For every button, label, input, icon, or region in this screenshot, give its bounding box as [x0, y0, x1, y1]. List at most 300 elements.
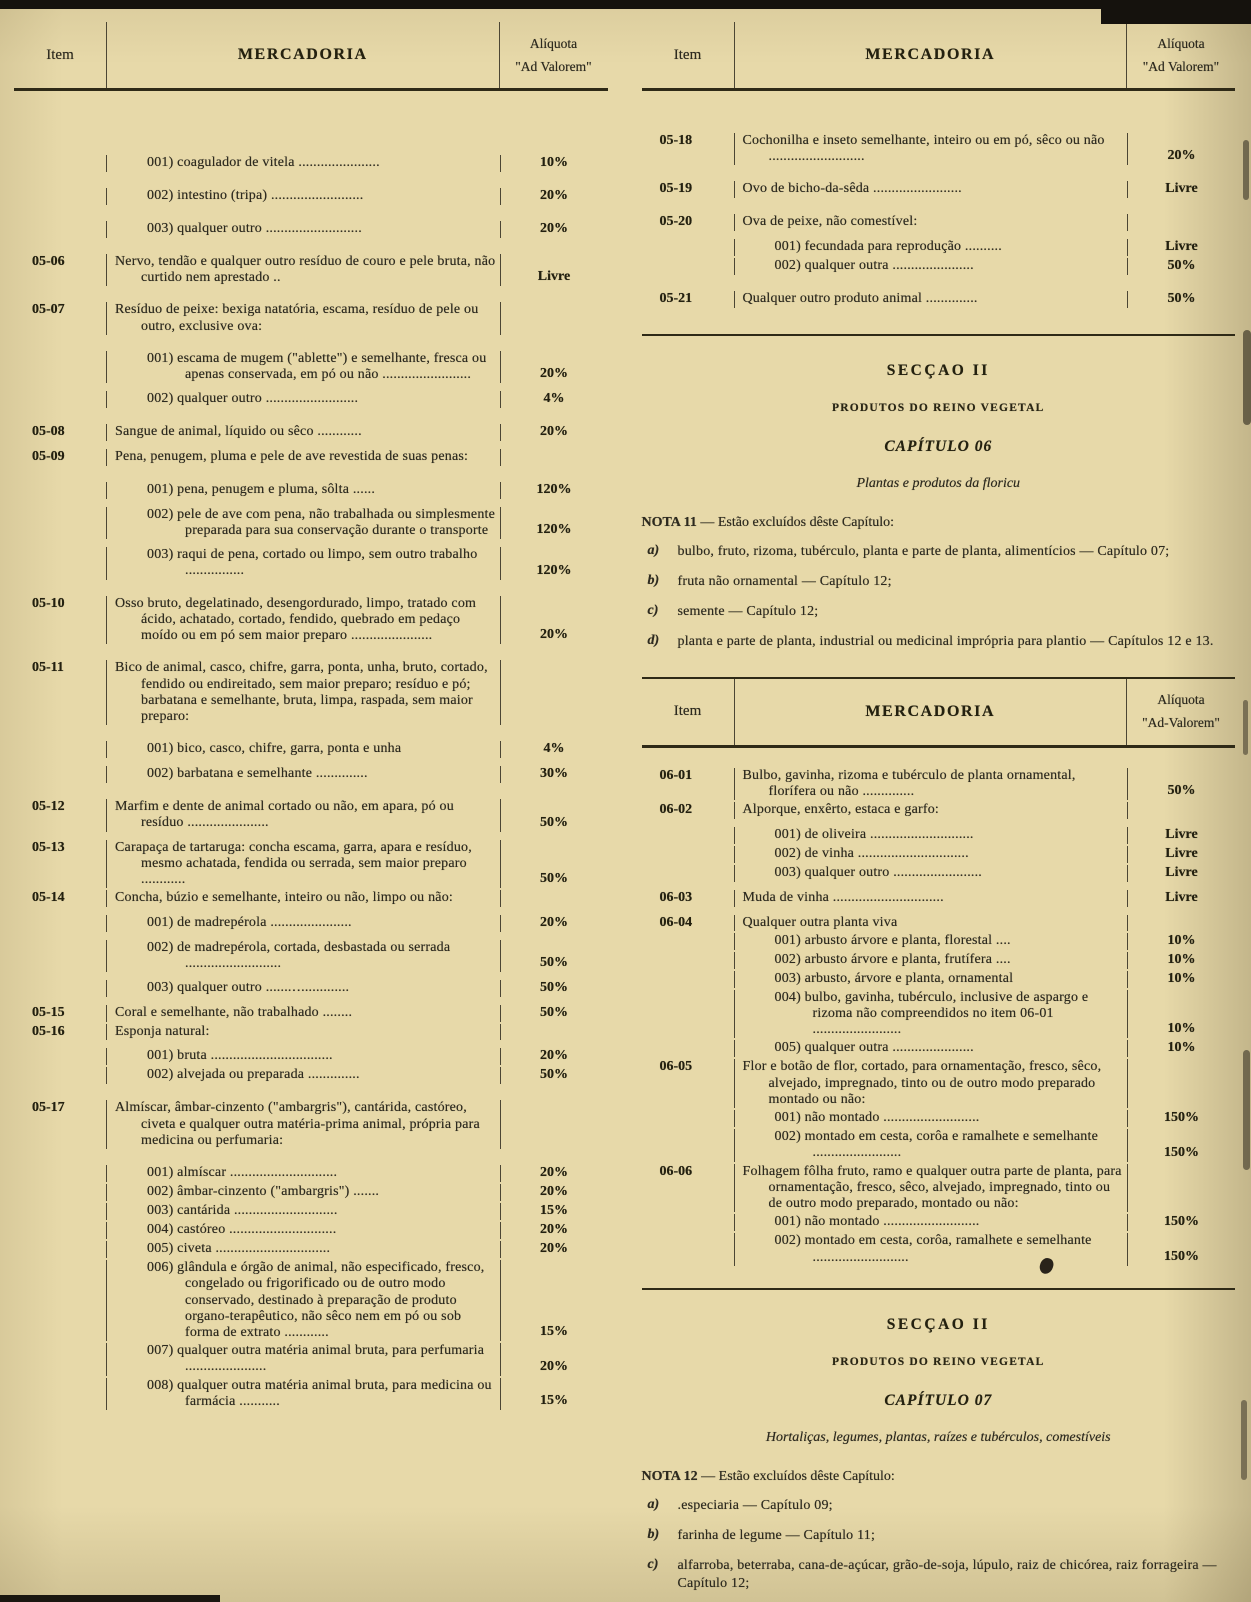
table-row	[14, 1222, 608, 1239]
rate-value: 10%	[1127, 990, 1235, 1039]
table-row	[14, 449, 608, 465]
rate-value	[1127, 214, 1235, 230]
table-row	[642, 1040, 1236, 1057]
rate-value: 50%	[500, 799, 608, 831]
item-code	[14, 1260, 106, 1341]
item-code	[14, 1222, 106, 1239]
rate-value: 50%	[1127, 768, 1235, 800]
rate-value: 10%	[500, 155, 608, 172]
rate-value: 20%	[500, 188, 608, 205]
capitulo-title: CAPÍTULO 06	[884, 437, 993, 455]
rate-value: 150%	[1127, 1214, 1235, 1231]
rate-value	[1127, 1059, 1235, 1108]
rate-value: 20%	[500, 1343, 608, 1375]
merchandise-text: Qualquer outra planta viva	[742, 914, 898, 930]
rate-value: 20%	[1127, 133, 1235, 165]
item-code	[14, 1184, 106, 1201]
item-code: 06-02	[659, 802, 693, 818]
merchandise-text: 001) de madrepérola ......................	[147, 914, 352, 930]
table-row	[14, 799, 608, 831]
merchandise-text: 001) não montado ..........................	[774, 1214, 980, 1230]
table-row	[14, 188, 608, 205]
rate-value: 150%	[1127, 1110, 1235, 1127]
note-item-tag: b)	[647, 1527, 660, 1543]
item-code: 05-12	[32, 799, 65, 815]
rate-value	[500, 302, 608, 334]
item-code: 05-19	[659, 181, 693, 197]
item-code	[14, 1378, 106, 1410]
item-code: 05-14	[32, 890, 65, 906]
table-row	[14, 1100, 608, 1149]
note-item	[642, 1497, 1236, 1515]
merchandise-cell	[734, 768, 1128, 800]
merchandise-text: 001) almíscar .............................	[147, 1165, 338, 1181]
merchandise-text: 002) âmbar-cinzento ("ambargris") .......	[147, 1184, 380, 1200]
rate-value: 10%	[1127, 933, 1235, 950]
merchandise-text: Marfim e dente de animal cortado ou não, em apara, pó ou resíduo ......................	[115, 799, 454, 831]
item-code: 06-01	[659, 767, 693, 783]
table-row	[642, 915, 1236, 931]
merchandise-cell	[106, 840, 500, 889]
merchandise-text: 002) qualquer outro .........................	[147, 391, 359, 407]
note-item-tag: c)	[647, 1557, 659, 1573]
header-item-label: Item	[673, 703, 702, 720]
nota-12-block	[642, 1468, 1236, 1593]
item-code	[14, 351, 106, 383]
merchandise-cell	[734, 971, 1128, 988]
item-code	[14, 766, 106, 783]
item-code	[14, 391, 106, 408]
merchandise-text: Concha, búzio e semelhante, inteiro ou não, limpo ou não:	[115, 890, 453, 906]
right-column	[642, 22, 1236, 1593]
merchandise-cell	[734, 214, 1128, 230]
rate-value: 20%	[500, 1165, 608, 1182]
item-code: 05-07	[32, 302, 65, 318]
merchandise-text: 001) não montado ..........................	[774, 1110, 980, 1126]
merchandise-cell	[106, 1241, 500, 1258]
merchandise-text: Coral e semelhante, não trabalhado ........	[115, 1005, 353, 1021]
item-code	[14, 940, 106, 972]
merchandise-text: 001) escama de mugem ("ablette") e semelhante, fresca ou apenas conservada, em pó ou não ........................	[147, 350, 487, 383]
merchandise-text: 002) pele de ave com pena, não trabalhada ou simplesmente preparada para sua conservação durante o transporte	[147, 506, 496, 538]
table-row	[14, 221, 608, 238]
merchandise-cell	[734, 890, 1128, 907]
merchandise-text: Carapaça de tartaruga: concha escama, garra, apara e resíduo, mesmo achatada, fendida ou serrada, sem maior preparo ............	[115, 839, 472, 888]
table-row	[642, 1214, 1236, 1231]
item-code	[14, 547, 106, 579]
reino-subtitle: PRODUTOS DO REINO VEGETAL	[832, 1355, 1045, 1368]
merchandise-cell	[106, 547, 500, 579]
item-code	[642, 239, 734, 256]
scan-artifact-top-right	[1101, 0, 1251, 24]
header-aliquota-label: Alíquota	[1157, 692, 1205, 708]
item-code	[642, 1214, 734, 1231]
merchandise-text: 003) qualquer outro ........................	[774, 864, 982, 880]
table-row	[642, 933, 1236, 950]
note-item	[642, 603, 1236, 621]
merchandise-cell	[734, 1040, 1128, 1057]
merchandise-cell	[734, 1110, 1128, 1127]
merchandise-cell	[106, 980, 500, 997]
table-row	[14, 155, 608, 172]
item-code	[14, 1203, 106, 1220]
rate-value: 50%	[500, 980, 608, 997]
merchandise-cell	[734, 1164, 1128, 1213]
item-code: 06-06	[659, 1163, 693, 1179]
table-row	[14, 890, 608, 906]
merchandise-text: Qualquer outro produto animal ..............	[742, 290, 978, 306]
merchandise-text: Flor e botão de flor, cortado, para ornamentação, fresco, sêco, alvejado, impregnado, tinto ou de outro modo preparado montado ou não:	[742, 1059, 1102, 1107]
header-aliquota-label: Alíquota	[529, 35, 578, 51]
table-row	[14, 840, 608, 889]
merchandise-cell	[734, 990, 1128, 1039]
rate-value	[500, 660, 608, 725]
table-row	[14, 1165, 608, 1182]
item-code	[14, 188, 106, 205]
merchandise-text: 003) raqui de pena, cortado ou limpo, sem outro trabalho ................	[147, 547, 478, 579]
note-label: NOTA 12	[641, 1468, 698, 1484]
merchandise-text: 002) montado em cesta, corôa e ramalhete e semelhante ........................	[774, 1129, 1099, 1161]
note-item-text: farinha de legume — Capítulo 11;	[677, 1528, 876, 1544]
capitulo-caption: Hortaliças, legumes, plantas, raízes e tubérculos, comestíveis	[765, 1429, 1111, 1445]
item-code	[14, 1165, 106, 1182]
merchandise-text: 005) qualquer outra ......................	[774, 1040, 974, 1056]
merchandise-cell	[734, 802, 1128, 818]
item-code	[642, 1110, 734, 1127]
scan-artifact-bottom	[0, 1595, 220, 1602]
table-row	[14, 302, 608, 334]
item-code	[14, 980, 106, 997]
merchandise-text: 002) de vinha ..............................	[774, 845, 969, 861]
edge-smudge	[1243, 330, 1251, 425]
merchandise-cell	[734, 865, 1128, 882]
rate-value: Livre	[1127, 846, 1235, 863]
table-row	[642, 181, 1236, 198]
rate-value: 20%	[500, 351, 608, 383]
item-code: 06-04	[659, 914, 693, 930]
tariff-table-right-bottom	[642, 679, 1236, 1288]
note-item-tag: a)	[647, 543, 660, 559]
rate-value: 15%	[500, 1378, 608, 1410]
rate-value: 20%	[500, 1222, 608, 1239]
table-row	[642, 890, 1236, 907]
merchandise-cell	[734, 1059, 1128, 1108]
secao-title: SECÇAO II	[886, 1315, 990, 1333]
table-row	[642, 846, 1236, 863]
section-block-capitulo-06	[642, 362, 1236, 492]
rate-value: 20%	[500, 915, 608, 932]
note-items	[642, 1497, 1236, 1593]
merchandise-text: 002) arbusto árvore e planta, frutífera ....	[774, 951, 1011, 967]
table-row	[642, 214, 1236, 230]
rate-value: 120%	[500, 482, 608, 499]
tariff-table-left	[14, 22, 608, 1410]
edge-smudge	[1243, 1050, 1250, 1170]
note-items	[642, 543, 1236, 651]
note-intro: — Estão excluídos dêste Capítulo:	[700, 514, 895, 530]
section-block-capitulo-07	[642, 1316, 1236, 1446]
merchandise-text: 002) alvejada ou preparada ..............	[147, 1067, 360, 1083]
merchandise-text: Esponja natural:	[115, 1024, 210, 1040]
table-row	[14, 1067, 608, 1084]
item-code: 05-10	[32, 595, 65, 611]
merchandise-cell	[106, 1100, 500, 1149]
merchandise-cell	[734, 846, 1128, 863]
rate-value: 20%	[500, 221, 608, 238]
header-item-label: Item	[673, 46, 702, 63]
merchandise-text: Ovo de bicho-da-sêda ........................	[742, 181, 962, 197]
table-row	[642, 971, 1236, 988]
merchandise-text: 002) barbatana e semelhante ..............	[147, 766, 368, 782]
merchandise-cell	[734, 952, 1128, 969]
merchandise-cell	[734, 181, 1128, 198]
merchandise-cell	[106, 1067, 500, 1084]
rate-value: 50%	[500, 940, 608, 972]
table-row	[14, 766, 608, 783]
merchandise-cell	[734, 291, 1128, 308]
item-code	[14, 221, 106, 238]
header-advalorem-label: "Ad Valorem"	[1142, 58, 1220, 74]
merchandise-cell	[106, 351, 500, 383]
rate-value	[1127, 1164, 1235, 1213]
note-item-tag: b)	[647, 573, 660, 589]
merchandise-text: Sangue de animal, líquido ou sêco ............	[115, 424, 362, 440]
item-code	[642, 1233, 734, 1265]
item-code	[642, 846, 734, 863]
table-row	[642, 1164, 1236, 1213]
capitulo-title: CAPÍTULO 07	[884, 1391, 993, 1409]
section-divider	[642, 1288, 1236, 1290]
rate-value: Livre	[1127, 827, 1235, 844]
header-aliquota-cell	[499, 22, 608, 88]
table-row	[14, 1048, 608, 1065]
merchandise-text: 001) coagulador de vitela ......................	[147, 155, 380, 170]
item-code	[642, 258, 734, 275]
merchandise-cell	[106, 482, 500, 499]
rate-value: Livre	[500, 254, 608, 286]
merchandise-cell	[106, 596, 500, 645]
table-body	[642, 748, 1236, 1288]
item-code: 05-13	[32, 839, 65, 855]
merchandise-cell	[106, 1378, 500, 1410]
merchandise-text: 006) glândula e órgão de animal, não especificado, fresco, congelado ou frigorificado ou de outro modo conservado, destinado à preparação de produto organo-terapêutico, não sêco nem em pó ou sob forma de extrato ............	[147, 1260, 485, 1340]
merchandise-text: Bulbo, gavinha, rizoma e tubérculo de planta ornamental, florífera ou não ..............	[742, 767, 1076, 800]
table-row	[14, 254, 608, 286]
table-row	[642, 865, 1236, 882]
item-code	[642, 990, 734, 1039]
merchandise-text: 001) arbusto árvore e planta, florestal ....	[774, 932, 1011, 948]
rate-value: 20%	[500, 1048, 608, 1065]
rate-value: Livre	[1127, 865, 1235, 882]
rate-value: Livre	[1127, 890, 1235, 907]
rate-value	[1127, 802, 1235, 818]
note-item	[642, 543, 1236, 561]
rate-value: 30%	[500, 766, 608, 783]
secao-title: SECÇAO II	[886, 361, 990, 379]
table-row	[642, 239, 1236, 256]
rate-value: 15%	[500, 1203, 608, 1220]
scan-artifact-top	[0, 0, 1251, 9]
note-item-tag: d)	[647, 632, 660, 648]
rate-value: 20%	[500, 596, 608, 645]
rate-value: 4%	[500, 391, 608, 408]
table-row	[14, 1260, 608, 1341]
item-code	[14, 1343, 106, 1375]
table-row	[14, 424, 608, 441]
table-row	[642, 827, 1236, 844]
note-item-text: planta e parte de planta, industrial ou medicinal imprópria para plantio — Capítulos 12 e 13.	[677, 633, 1214, 649]
merchandise-text: Alporque, enxêrto, estaca e garfo:	[742, 802, 939, 818]
note-intro: — Estão excluídos dêste Capítulo:	[701, 1468, 895, 1484]
rate-value	[500, 1100, 608, 1149]
table-row	[642, 1129, 1236, 1161]
tariff-table-right-top	[642, 22, 1236, 334]
note-item-text: .especiaria — Capítulo 09;	[677, 1498, 833, 1514]
rate-value: 150%	[1127, 1233, 1235, 1265]
merchandise-cell	[106, 391, 500, 408]
capitulo-caption: Plantas e produtos da floricu	[856, 475, 1021, 491]
merchandise-cell	[106, 449, 500, 465]
rate-value: 50%	[1127, 258, 1235, 275]
table-header	[642, 22, 1236, 91]
rate-value: 50%	[500, 1005, 608, 1022]
table-row	[14, 1343, 608, 1375]
merchandise-cell	[106, 188, 500, 205]
rate-value	[500, 449, 608, 465]
item-code: 05-17	[32, 1100, 65, 1116]
item-code	[14, 482, 106, 499]
merchandise-cell	[734, 258, 1128, 275]
header-aliquota-cell	[1126, 22, 1235, 88]
item-code	[642, 1040, 734, 1057]
item-code	[14, 1048, 106, 1065]
merchandise-cell	[106, 1005, 500, 1022]
table-row	[642, 133, 1236, 165]
table-row	[14, 940, 608, 972]
item-code	[642, 952, 734, 969]
note-item-text: fruta não ornamental — Capítulo 12;	[677, 574, 892, 590]
note-item-tag: c)	[647, 603, 659, 619]
header-aliquota-label: Alíquota	[1157, 35, 1205, 51]
table-body	[642, 91, 1236, 334]
note-item	[642, 1557, 1236, 1593]
note-item	[642, 573, 1236, 591]
item-code	[14, 915, 106, 932]
table-body	[14, 91, 608, 1410]
table-header	[642, 679, 1236, 748]
header-advalorem-label: "Ad Valorem"	[515, 58, 592, 74]
header-mercadoria-label: MERCADORIA	[734, 679, 1127, 745]
rate-value: 10%	[1127, 1040, 1235, 1057]
merchandise-text: Pena, penugem, pluma e pele de ave revestida de suas penas:	[115, 449, 469, 465]
item-code	[642, 827, 734, 844]
rate-value	[500, 1024, 608, 1040]
merchandise-text: 002) de madrepérola, cortada, desbastada ou serrada ..........................	[147, 939, 451, 971]
left-column	[14, 22, 608, 1593]
note-heading	[642, 514, 1236, 532]
merchandise-cell	[106, 221, 500, 238]
merchandise-cell	[106, 254, 500, 286]
merchandise-cell	[106, 940, 500, 972]
merchandise-cell	[106, 424, 500, 441]
note-heading	[642, 1468, 1236, 1486]
table-row	[14, 482, 608, 499]
merchandise-cell	[106, 915, 500, 932]
item-code: 05-09	[32, 449, 65, 465]
rate-value: 50%	[500, 840, 608, 889]
merchandise-text: 003) cantárida ............................	[147, 1203, 338, 1219]
table-row	[642, 768, 1236, 800]
rate-value: 50%	[500, 1067, 608, 1084]
rate-value: 20%	[500, 1184, 608, 1201]
merchandise-text: 007) qualquer outra matéria animal bruta, para perfumaria ......................	[147, 1343, 485, 1375]
table-row	[642, 258, 1236, 275]
table-row	[642, 802, 1236, 818]
rate-value: 50%	[1127, 291, 1235, 308]
merchandise-text: 001) fecundada para reprodução ..........	[774, 238, 1002, 254]
merchandise-text: Osso bruto, degelatinado, desengordurado, limpo, tratado com ácido, achatado, cortado, fendido, quebrado em pedaço moído ou em pó sem maior preparo ......................	[115, 595, 477, 644]
merchandise-cell	[106, 890, 500, 906]
table-row	[14, 915, 608, 932]
note-item-tag: a)	[647, 1497, 660, 1513]
item-code: 05-16	[32, 1024, 65, 1040]
table-row	[14, 351, 608, 383]
table-row	[642, 990, 1236, 1039]
item-code: 05-20	[659, 214, 693, 230]
table-row	[14, 1184, 608, 1201]
item-code	[14, 1241, 106, 1258]
merchandise-text: Resíduo de peixe: bexiga natatória, escama, resíduo de pele ou outro, exclusive ova:	[115, 302, 479, 334]
merchandise-text: 003) arbusto, árvore e planta, ornamental	[774, 970, 1014, 986]
rate-value: 10%	[1127, 971, 1235, 988]
header-aliquota-cell	[1126, 679, 1235, 745]
table-row	[14, 980, 608, 997]
section-divider	[642, 334, 1236, 336]
item-code: 06-03	[659, 889, 693, 905]
rate-value	[1127, 915, 1235, 931]
rate-value: 20%	[500, 1241, 608, 1258]
item-code: 05-21	[659, 290, 693, 306]
merchandise-cell	[106, 1048, 500, 1065]
merchandise-cell	[734, 239, 1128, 256]
header-item-label: Item	[46, 46, 74, 63]
table-row	[14, 1241, 608, 1258]
merchandise-cell	[106, 302, 500, 334]
item-code: 06-05	[659, 1059, 693, 1075]
item-code	[14, 741, 106, 758]
note-item	[642, 1527, 1236, 1545]
item-code	[14, 155, 106, 172]
item-code: 05-18	[659, 133, 693, 148]
table-row	[642, 1059, 1236, 1108]
merchandise-cell	[106, 1203, 500, 1220]
merchandise-text: 001) bruta .................................	[147, 1048, 333, 1064]
merchandise-text: Folhagem fôlha fruto, ramo e qualquer outra parte de planta, para ornamentação, fresco, sêco, alvejado, impregnado, tinto ou de outro modo preparado, montado ou não:	[742, 1163, 1122, 1212]
header-mercadoria-label: MERCADORIA	[106, 22, 499, 88]
merchandise-text: 004) bulbo, gavinha, tubérculo, inclusive de aspargo e rizoma não compreendidos no item 06-01 ........................	[774, 989, 1089, 1038]
merchandise-text: 001) de oliveira ............................	[774, 826, 974, 842]
table-row	[14, 1024, 608, 1040]
merchandise-text: 001) pena, penugem e pluma, sôlta ......	[147, 481, 376, 497]
merchandise-text: 002) intestino (tripa) .........................	[147, 188, 364, 203]
merchandise-text: 002) qualquer outra ......................	[774, 257, 974, 273]
table-row	[14, 1203, 608, 1220]
merchandise-cell	[734, 915, 1128, 931]
merchandise-text: Nervo, tendão e qualquer outro resíduo de couro e pele bruta, não curtido nem aprestado ..	[115, 254, 496, 286]
item-code	[14, 1067, 106, 1084]
merchandise-text: 004) castóreo .............................	[147, 1222, 337, 1238]
merchandise-cell	[106, 1260, 500, 1341]
